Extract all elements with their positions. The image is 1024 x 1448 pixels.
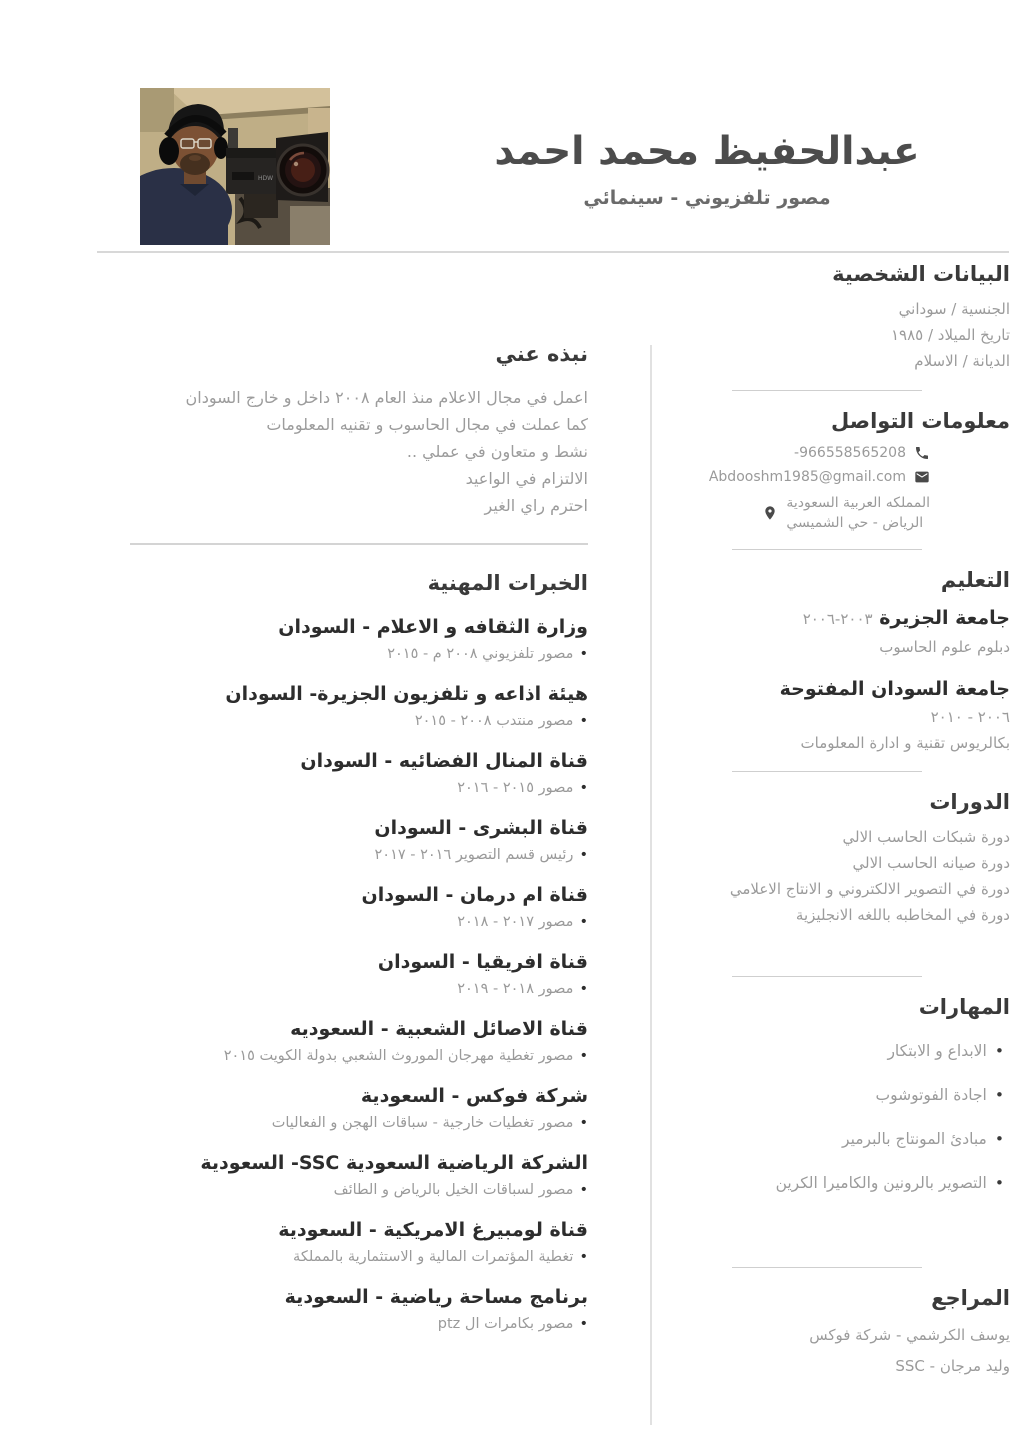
role-detail: •مصور ٢٠١٥ - ٢٠١٦: [457, 780, 588, 796]
phone-row[interactable]: [660, 445, 930, 461]
role-detail: •مصور لسباقات الخيل بالرياض و الطائف: [333, 1182, 588, 1198]
column-divider: [650, 345, 652, 1425]
about-text: [100, 384, 588, 519]
bullet: •: [579, 847, 588, 863]
school-years: ٢٠٠٣-٢٠٠٦: [802, 610, 873, 628]
education-entry: [660, 604, 1010, 659]
courses-list: [660, 824, 1010, 928]
personal-section-title: البيانات الشخصية: [832, 262, 1010, 286]
role-detail: •تغطية المؤتمرات المالية و الاستثمارية بالمملكة: [293, 1249, 588, 1265]
personal-item-religion: الديانة / الاسلام: [914, 352, 1010, 370]
experience-entry: [100, 883, 588, 932]
email-row[interactable]: [660, 469, 930, 485]
course-item: دورة شبكات الحاسب الالي: [842, 828, 1010, 846]
profile-photo: [140, 88, 330, 245]
experience-entry: [100, 749, 588, 798]
employer: شركة فوكس - السعودية: [360, 1085, 588, 1107]
page-title: عبدالحفيظ محمد احمد: [494, 129, 920, 174]
skill-label: التصوير بالرونين والكاميرا الكرين: [775, 1174, 987, 1192]
role-detail: •مصور بكامرات ال ptz: [437, 1316, 588, 1332]
sidebar: [660, 260, 1010, 1382]
job-title: مصور تلفزيوني - سينمائي: [583, 186, 831, 209]
employer: قناة ام درمان - السودان: [361, 884, 588, 906]
employer: قناة افريقيا - السودان: [377, 951, 588, 973]
bullet: •: [994, 1086, 1004, 1104]
bullet: •: [994, 1130, 1004, 1148]
role-detail: •رئيس قسم التصوير ٢٠١٦ - ٢٠١٧: [374, 847, 588, 863]
section-divider: [732, 976, 922, 977]
about-section-title: نبذه عني: [495, 342, 588, 366]
experience-entry: [100, 682, 588, 731]
about-line: نشط و متعاون في عملي ..: [406, 442, 588, 461]
bullet: •: [579, 780, 588, 796]
experience-entry: [100, 615, 588, 664]
employer: هيئة اذاعه و تلفزيون الجزيرة- السودان: [225, 683, 588, 705]
bullet: •: [579, 914, 588, 930]
education-entry: [660, 675, 1010, 755]
bullet: •: [579, 713, 588, 729]
header-divider: [97, 251, 1009, 253]
personal-list: [660, 296, 1010, 374]
references-section-title: المراجع: [931, 1286, 1010, 1310]
course-item: دورة في المخاطبه باللغه الانجليزية: [795, 906, 1010, 924]
skill-item: [660, 1083, 1004, 1107]
experience-entry: [100, 1218, 588, 1267]
role-detail: •مصور ٢٠١٨ - ٢٠١٩: [457, 981, 588, 997]
employer: قناة لومبيرغ الامريكية - السعودية: [278, 1219, 588, 1241]
employer: الشركة الرياضية السعودية SSC- السعودية: [200, 1152, 588, 1174]
courses-section-title: الدورات: [929, 790, 1010, 814]
role-detail: •مصور تغطيات خارجية - سباقات الهجن و الفعاليات: [271, 1115, 588, 1131]
bullet: •: [994, 1042, 1004, 1060]
degree: بكالريوس تقنية و ادارة المعلومات: [800, 734, 1010, 752]
phone-number: -966558565208: [794, 445, 906, 461]
experience-entry: [100, 1151, 588, 1200]
degree: دبلوم علوم الحاسوب: [879, 638, 1010, 656]
references-list: [660, 1320, 1010, 1382]
section-divider: [732, 1267, 922, 1268]
reference-item: يوسف الكرشمي - شركة فوكس: [809, 1326, 1010, 1344]
skill-item: [660, 1039, 1004, 1063]
about-line: احترم راي الغير: [484, 496, 588, 515]
school-years: ٢٠٠٦ - ٢٠١٠: [930, 708, 1010, 726]
role-detail: •مصور منتدب ٢٠٠٨ - ٢٠١٥: [414, 713, 588, 729]
employer: وزارة الثقافه و الاعلام - السودان: [278, 616, 588, 638]
role-detail: •مصور تلفزيوني ٢٠٠٨ م - ٢٠١٥: [387, 646, 588, 662]
about-line: الالتزام في الواعيد: [465, 469, 588, 488]
section-divider: [732, 771, 922, 772]
bullet: •: [994, 1174, 1004, 1192]
role-detail: •مصور تغطية مهرجان الموروث الشعبي بدولة الكويت ٢٠١٥: [223, 1048, 588, 1064]
course-item: دورة صيانه الحاسب الالي: [852, 854, 1010, 872]
bullet: •: [579, 1115, 588, 1131]
contact-list: [660, 445, 1010, 533]
personal-item-birthdate: تاريخ الميلاد / ١٩٨٥: [890, 326, 1010, 344]
experience-entry: [100, 1285, 588, 1334]
location-line-1: المملكه العربية السعودية: [786, 495, 930, 511]
mail-icon: [914, 469, 930, 485]
section-divider: [130, 543, 588, 545]
header: [400, 128, 1014, 209]
main-column: [100, 340, 588, 1334]
education-section-title: التعليم: [940, 568, 1010, 592]
location-row: [660, 493, 930, 533]
bullet: •: [579, 1182, 588, 1198]
skill-item: [660, 1127, 1004, 1151]
experience-entry: [100, 950, 588, 999]
course-item: دورة في التصوير الالكتروني و الانتاج الاعلامي: [729, 880, 1010, 898]
school-name: جامعة السودان المفتوحة: [779, 678, 1010, 700]
reference-item: وليد مرجان - SSC: [895, 1357, 1010, 1375]
bullet: •: [579, 646, 588, 662]
employer: برنامج مساحة رياضية - السعودية: [284, 1286, 588, 1308]
location-text: [786, 493, 930, 533]
cameraman-illustration: [140, 88, 330, 245]
section-divider: [732, 390, 922, 391]
bullet: •: [579, 1249, 588, 1265]
experience-entry: [100, 1084, 588, 1133]
email-address: Abdooshm1985@gmail.com: [708, 469, 906, 485]
skill-label: مبادئ المونتاج بالبرمير: [842, 1130, 987, 1148]
skills-section-title: المهارات: [918, 995, 1010, 1019]
school-name: جامعة الجزيرة: [879, 607, 1010, 629]
personal-item-nationality: الجنسية / سوداني: [898, 300, 1010, 318]
bullet: •: [579, 1316, 588, 1332]
bullet: •: [579, 1048, 588, 1064]
phone-icon: [914, 445, 930, 461]
contact-section-title: معلومات التواصل: [831, 409, 1010, 433]
bullet: •: [579, 981, 588, 997]
skill-label: الابداع و الابتكار: [887, 1042, 987, 1060]
employer: قناة الاصائل الشعبية - السعوديه: [290, 1018, 588, 1040]
skill-item: [660, 1171, 1004, 1195]
employer: قناة المنال الفضائيه - السودان: [300, 750, 588, 772]
location-line-2: الرياض - حي الشميسي: [786, 515, 924, 531]
section-divider: [732, 549, 922, 550]
pin-icon: [762, 505, 778, 521]
skills-list: [660, 1039, 1010, 1195]
svg-text:HDW: HDW: [258, 175, 274, 182]
employer: قناة البشرى - السودان: [374, 817, 588, 839]
experience-section-title: الخبرات المهنية: [427, 571, 588, 595]
about-line: كما عملت في مجال الحاسوب و تقنيه المعلومات: [266, 415, 588, 434]
experience-entry: [100, 816, 588, 865]
experience-entry: [100, 1017, 588, 1066]
role-detail: •مصور ٢٠١٧ - ٢٠١٨: [457, 914, 588, 930]
about-line: اعمل في مجال الاعلام منذ العام ٢٠٠٨ داخل و خارج السودان: [185, 388, 588, 407]
skill-label: اجادة الفوتوشوب: [875, 1086, 987, 1104]
